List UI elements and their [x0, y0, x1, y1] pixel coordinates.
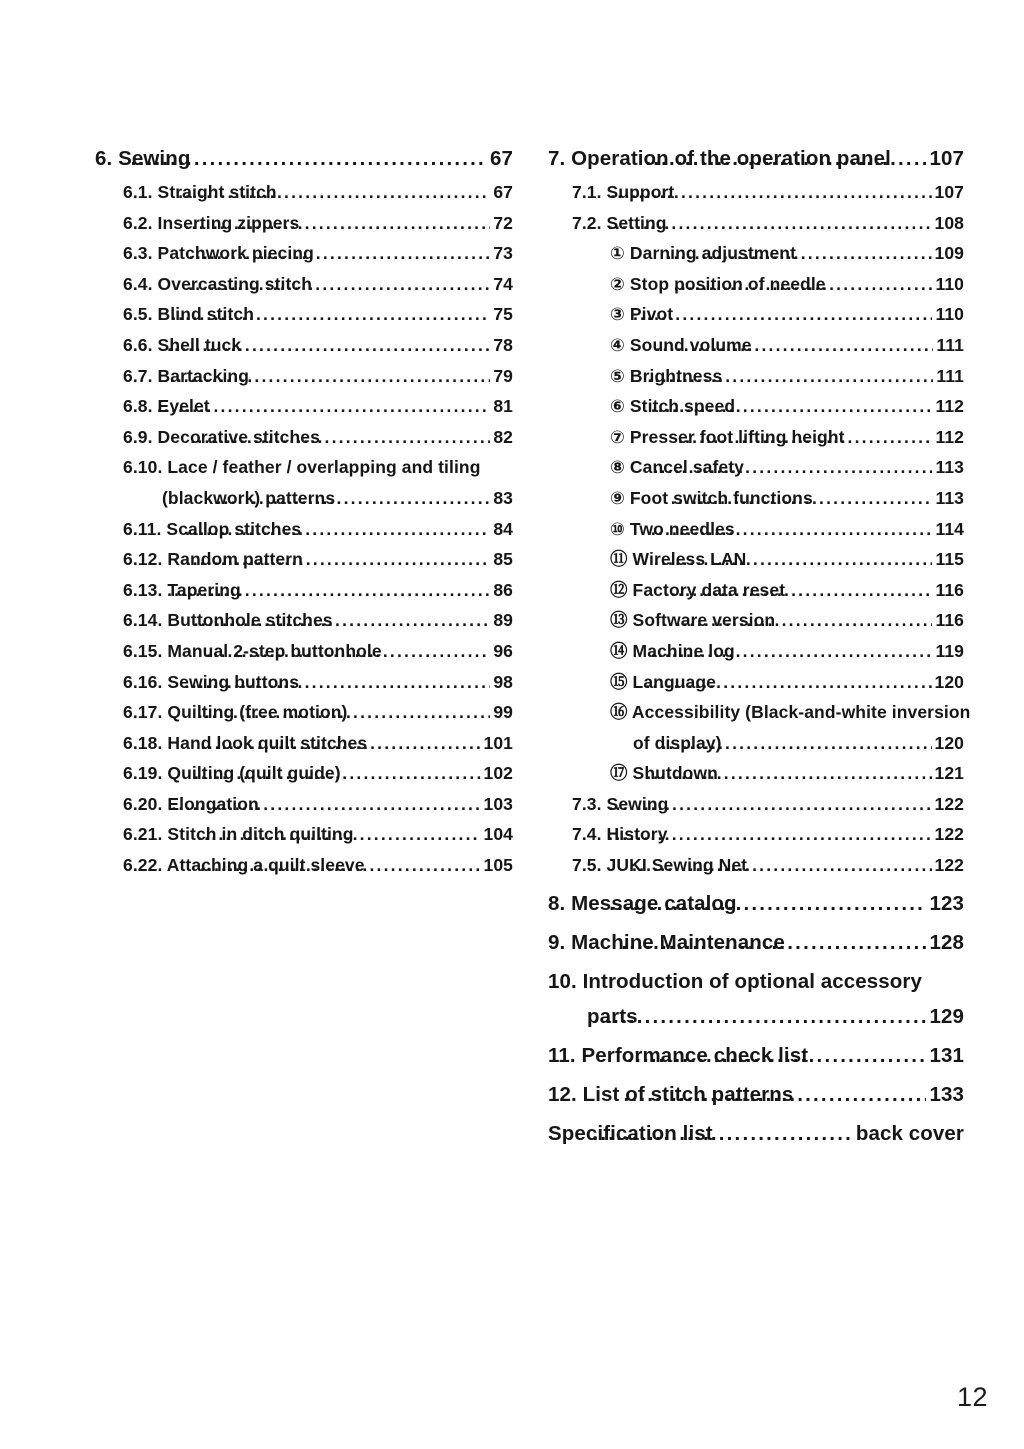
toc-entry-label: 6.21. Stitch in ditch quilting [123, 824, 354, 845]
toc-entry [548, 238, 964, 269]
toc-entry [548, 697, 971, 728]
toc-page-ref: 67 [493, 182, 513, 202]
toc-entry-label: 7.1. Support [572, 182, 675, 202]
toc-entry [548, 965, 964, 998]
toc-dot-leader [609, 887, 926, 920]
toc-dot-leader [171, 299, 490, 330]
toc-dot-leader [653, 452, 932, 483]
toc-entry-label: 6.17. Quilting (free motion) [123, 702, 348, 723]
toc-entry-label: 6.19. Quilting (quilt guide) [123, 763, 341, 784]
toc-page-ref: 115 [935, 549, 964, 570]
toc-entry [95, 483, 513, 514]
toc-dot-leader [674, 269, 933, 300]
toc-page-ref: 67 [489, 147, 513, 170]
toc-page-ref: 110 [935, 304, 964, 325]
toc-dot-leader [185, 208, 491, 239]
toc-entry-label: 6.2. Inserting zippers [123, 212, 300, 233]
toc-page-ref: 111 [936, 334, 964, 355]
toc-dot-leader [678, 422, 932, 453]
toc-entry-label: 6.22. Attaching a quilt sleeve [123, 855, 365, 876]
toc-entry [548, 1000, 964, 1033]
toc-entry-label: ① Darning adjustment [610, 243, 796, 264]
toc-dot-leader [651, 636, 933, 667]
toc-page-ref: 114 [935, 518, 964, 539]
toc-page-ref: 107 [929, 147, 964, 170]
toc-entry [95, 758, 513, 789]
toc-page-ref: 84 [493, 518, 513, 539]
page-number: 12 [956, 1382, 988, 1412]
toc-entry [95, 391, 513, 422]
toc-entry [548, 452, 964, 483]
toc-page-ref: 109 [934, 243, 964, 264]
toc-page-ref: 122 [934, 793, 964, 814]
toc-entry [548, 575, 964, 606]
toc-dot-leader [197, 819, 480, 850]
toc-entry [95, 544, 513, 575]
toc-entry [95, 238, 513, 269]
toc-dot-leader [624, 1078, 927, 1111]
toc-entry-label: 6.20. Elongation [123, 793, 259, 814]
toc-page-ref: 116 [935, 610, 964, 631]
toc-page-ref: 133 [929, 1082, 964, 1106]
toc-entry-label: 10. Introduction of optional accessory [548, 969, 923, 993]
toc-page-ref: back cover [855, 1121, 964, 1145]
toc-entry [548, 758, 964, 789]
toc-entry-label: ⑥ Stitch speed [610, 396, 736, 417]
toc-dot-leader [157, 391, 490, 422]
toc-entry-label: 6.6. Shell tuck [123, 334, 242, 355]
toc-page-ref: 98 [493, 671, 513, 692]
toc-dot-leader [661, 728, 931, 759]
toc-entry [548, 1078, 964, 1111]
toc-entry [548, 269, 964, 300]
toc-entry-label: 6.1. Straight stitch [123, 182, 277, 202]
toc-entry [95, 575, 513, 606]
toc-page-ref: 96 [493, 640, 513, 661]
toc-dot-leader [167, 330, 490, 361]
toc-entry-label: 7.3. Sewing [572, 793, 669, 814]
toc-entry [548, 887, 964, 920]
toc-entry [548, 728, 964, 759]
toc-entry [95, 605, 513, 636]
toc-dot-leader [645, 142, 926, 175]
toc-entry-label: 11. Performance check list [548, 1043, 809, 1067]
toc-entry-label-continued: of display) [633, 732, 722, 753]
toc-page-ref: 81 [493, 396, 513, 417]
toc-page-ref: 113 [935, 487, 964, 508]
toc-page-ref: 105 [483, 855, 513, 876]
toc-entry [548, 483, 964, 514]
toc-dot-leader [206, 636, 490, 667]
toc-dot-leader [201, 728, 481, 759]
toc-dot-leader [216, 483, 490, 514]
toc-dot-leader [171, 789, 480, 820]
toc-entry-label: ⑩ Two needles [610, 518, 735, 539]
toc-page-ref: 131 [929, 1043, 964, 1067]
toc-dot-leader [656, 330, 934, 361]
toc-page-ref: 122 [934, 855, 964, 876]
toc-page-ref: 116 [935, 579, 964, 600]
toc-entry-label-continued: (blackwork) patterns [162, 487, 336, 508]
toc-entry-label: ⑯ Accessibility (Black-and-white inversion [610, 702, 971, 723]
toc-entry-label: ⑮ Language [610, 671, 717, 692]
toc-entry [548, 208, 964, 239]
toc-entry [548, 636, 964, 667]
toc-dot-leader [651, 391, 932, 422]
toc-left-column [95, 142, 513, 1152]
toc-page-ref: 121 [934, 763, 964, 784]
toc-page-ref: 82 [493, 426, 513, 447]
toc-entry-label: 6.7. Bartacking [123, 365, 249, 386]
toc-page-ref: 129 [929, 1004, 964, 1028]
toc-dot-leader [178, 177, 490, 208]
toc-entry [95, 728, 513, 759]
toc-entry-label: 7.4. History [572, 824, 668, 845]
toc-dot-leader [608, 819, 931, 850]
toc-page-ref: 112 [935, 396, 964, 417]
toc-page-ref: 99 [493, 702, 513, 723]
toc-entry [95, 697, 513, 728]
toc-dot-leader [592, 1117, 852, 1150]
toc-entry-label: 6. Sewing [95, 147, 191, 170]
toc-dot-leader [646, 758, 931, 789]
toc-dot-leader [198, 697, 491, 728]
toc-entry-label: ⑪ Wireless LAN [610, 549, 747, 570]
toc-entry [548, 514, 964, 545]
toc-entry-label: 6.10. Lace / feather / overlapping and tiling [123, 457, 481, 478]
toc-page-ref: 74 [493, 273, 513, 294]
toc-dot-leader [190, 422, 490, 453]
toc-dot-leader [185, 667, 491, 698]
toc-dot-leader [605, 1000, 926, 1033]
toc-page-ref: 120 [934, 671, 964, 692]
toc-entry-label: ④ Sound volume [610, 334, 752, 355]
toc-page-ref: 78 [493, 334, 513, 355]
toc-entry-label: ⑰ Shutdown [610, 763, 718, 784]
toc-entry [548, 1117, 964, 1150]
toc-entry [548, 330, 964, 361]
toc-entry-label: 7. Operation of the operation panel [548, 147, 891, 170]
toc-page-ref: 112 [935, 426, 964, 447]
toc-entry-label: 7.5. JUKI Sewing Net [572, 855, 748, 876]
toc-entry-label: 6.18. Hand look quilt stitches [123, 732, 368, 753]
toc-entry [95, 514, 513, 545]
toc-dot-leader [188, 269, 490, 300]
toc-entry-label: 6.13. Tapering [123, 579, 241, 600]
toc-page-ref: 108 [934, 212, 964, 233]
toc-page-ref: 85 [493, 549, 513, 570]
toc-page-ref: 128 [929, 930, 964, 954]
toc-entry-label: 12. List of stitch patterns [548, 1082, 794, 1106]
toc-entry [95, 667, 513, 698]
toc-dot-leader [654, 544, 932, 575]
toc-dot-leader [185, 514, 490, 545]
toc-entry [548, 926, 964, 959]
toc-entry [548, 667, 964, 698]
toc-dot-leader [167, 575, 490, 606]
toc-page-ref: 86 [493, 579, 513, 600]
toc-entry-label: 6.3. Patchwork piecing [123, 243, 314, 264]
toc-entry [95, 299, 513, 330]
toc-dot-leader [194, 758, 481, 789]
toc-page-ref: 123 [929, 891, 964, 915]
toc-dot-leader [608, 789, 931, 820]
toc-entry [95, 422, 513, 453]
toc-dot-leader [170, 361, 491, 392]
toc-entry [548, 850, 964, 881]
toc-entry [548, 789, 964, 820]
toc-dot-leader [646, 667, 932, 698]
toc-entry [95, 452, 513, 483]
toc-entry [548, 422, 964, 453]
toc-dot-leader [633, 299, 933, 330]
toc-entry-label-continued: parts [587, 1004, 638, 1028]
toc-entry [548, 1039, 964, 1072]
toc-entry-label: ⑦ Presser foot lifting height [610, 426, 845, 447]
toc-dot-leader [627, 1039, 926, 1072]
toc-page-ref: 111 [936, 365, 964, 386]
toc-entry-label: 6.9. Decorative stitches [123, 426, 320, 447]
toc-dot-leader [200, 850, 481, 881]
toc-page-ref: 107 [934, 182, 964, 202]
toc-dot-leader [186, 544, 491, 575]
toc-entry-label: ③ Pivot [610, 304, 674, 325]
toc-page-ref: 102 [483, 763, 513, 784]
toc-entry-label: ⑬ Software version [610, 610, 776, 631]
toc-entry-label: 6.15. Manual 2-step buttonhole [123, 640, 382, 661]
toc-page-ref: 120 [934, 732, 964, 753]
toc-entry [95, 177, 513, 208]
toc-entry [95, 361, 513, 392]
toc-entry [548, 361, 964, 392]
toc-entry-label: 7.2. Setting [572, 212, 667, 233]
toc-page-ref: 103 [483, 793, 513, 814]
toc-entry-label: ⑤ Brightness [610, 365, 723, 386]
toc-entry-label: 6.4. Overcasting stitch [123, 273, 313, 294]
toc-entry-label: 6.16. Sewing buttons [123, 671, 300, 692]
toc-dot-leader [131, 142, 487, 175]
toc-dot-leader [664, 575, 932, 606]
toc-dot-leader [648, 361, 934, 392]
toc-entry [95, 208, 513, 239]
toc-page-ref: 122 [934, 824, 964, 845]
toc-dot-leader [651, 514, 933, 545]
toc-entry-label: 6.11. Scallop stitches [123, 518, 302, 539]
toc-entry [548, 299, 964, 330]
toc-entry [95, 819, 513, 850]
toc-page-ref: 75 [493, 304, 513, 325]
toc-entry [95, 636, 513, 667]
toc-page-ref: 113 [935, 457, 964, 478]
toc-entry-label: ⑧ Cancel safety [610, 457, 745, 478]
toc-page-ref: 89 [493, 610, 513, 631]
toc-dot-leader [667, 238, 932, 269]
toc-entry-label: ⑭ Machine log [610, 640, 735, 661]
toc-dot-leader [671, 483, 933, 514]
toc-page-ref: 83 [493, 487, 513, 508]
toc-entry [548, 819, 964, 850]
toc-entry [548, 391, 964, 422]
toc-entry-label: 6.5. Blind stitch [123, 304, 255, 325]
toc-entry-label: 8. Message catalog [548, 891, 737, 915]
table-of-contents [95, 142, 971, 1152]
toc-entry [95, 789, 513, 820]
toc-dot-leader [632, 850, 931, 881]
toc-dot-leader [194, 605, 491, 636]
toc-entry-label: 6.8. Eyelet [123, 396, 210, 417]
toc-page-ref: 119 [935, 640, 964, 661]
toc-entry-label: 6.12. Random pattern [123, 549, 303, 570]
toc-dot-leader [662, 605, 933, 636]
toc-entry [548, 544, 964, 575]
toc-entry-label: ⑨ Foot switch functions [610, 487, 813, 508]
toc-entry [95, 269, 513, 300]
toc-entry-label: ② Stop position of needle [610, 273, 826, 294]
toc-entry [95, 142, 513, 175]
toc-entry-label: ⑫ Factory data reset [610, 579, 786, 600]
toc-dot-leader [608, 208, 932, 239]
toc-page-ref: 73 [493, 243, 513, 264]
toc-entry-label: Specification list [548, 1121, 713, 1145]
toc-entry-label: 9. Machine Maintenance [548, 930, 785, 954]
toc-page-ref: 110 [935, 273, 964, 294]
toc-entry [548, 605, 964, 636]
toc-entry [95, 850, 513, 881]
toc-dot-leader [189, 238, 491, 269]
toc-page-ref: 79 [493, 365, 513, 386]
toc-page-ref: 104 [483, 824, 513, 845]
toc-dot-leader [621, 926, 926, 959]
toc-page-ref: 101 [483, 732, 513, 753]
toc-dot-leader [610, 177, 931, 208]
toc-right-column [548, 142, 971, 1152]
toc-entry [95, 330, 513, 361]
toc-entry-label: 6.14. Buttonhole stitches [123, 610, 333, 631]
toc-entry [548, 177, 964, 208]
toc-entry [548, 142, 964, 175]
toc-page-ref: 72 [493, 212, 513, 233]
